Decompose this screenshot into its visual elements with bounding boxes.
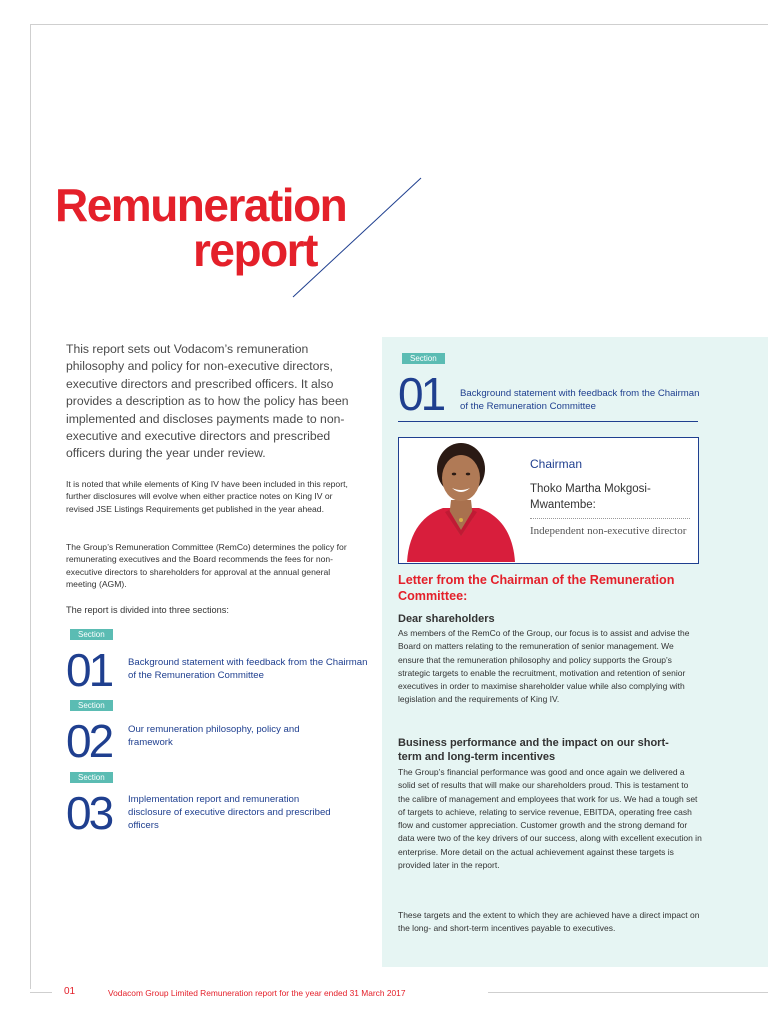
king-iv-note: It is noted that while elements of King IV have been included in this report, further disclosures will evolve when either practice notes on King IV or revised JSE Listings Requirements get published in the year ahead. [66, 479, 348, 514]
footer-text: Vodacom Group Limited Remuneration report for the year ended 31 March 2017 [108, 988, 406, 998]
section-tag-03: Section [70, 772, 113, 783]
section-text-02[interactable]: Our remuneration philosophy, policy and framework [128, 724, 300, 749]
sections-intro: The report is divided into three sections: [66, 605, 229, 615]
panel-section-number: 01 [398, 368, 444, 420]
letter-paragraph-2: The Group’s financial performance was good and once again we delivered a solid set of results that will make our shareholders proud. This is testament to the calibre of management and employees that work for us. We had a tough set of targets to achieve, relating to service revenue, EBITDA, operating free cash flow and customer appreciation. Customer growth and the strong demand for data were two of the key drivers of our success, along with excellent execution in enterprise. More detail on the actual achievement against these targets is provided later in the report. [398, 767, 702, 871]
section-tag-01: Section [70, 629, 113, 640]
footer-page-number: 01 [64, 986, 76, 997]
section-number-03: 03 [66, 787, 112, 839]
intro-paragraph: This report sets out Vodacom’s remuneration philosophy and policy for non-executive directors, executive directors and prescribed officers. It also provides a description as to how the policy has been implemented and discloses payments made to non-executive and executive directors and prescribed officers during the year under review. [66, 342, 349, 461]
section-number-01: 01 [66, 644, 112, 696]
remco-note: The Group’s Remuneration Committee (RemCo) determines the policy for remunerating executives and the Board recommends the fees for non-executive directors to shareholders for approval at the annual general meeting (AGM). [66, 542, 347, 590]
letter-title: Letter from the Chairman of the Remuneration Committee: [398, 573, 675, 604]
panel-section-tag: Section [402, 353, 445, 364]
section-tag-02: Section [70, 700, 113, 711]
letter-paragraph-1: As members of the RemCo of the Group, our focus is to assist and advise the Board on matters relating to the remuneration of senior management. We ensure that the remuneration philosophy and policy supports the Group’s strategic targets to enable the recruitment, motivation and retention of senior executives in order to maximise shareholder value while also complying with legislation and the requirements of King IV. [398, 628, 690, 705]
panel-section-heading: Background statement with feedback from the Chairman of the Remuneration Committee [460, 388, 700, 413]
letter-paragraph-3: These targets and the extent to which they are achieved have a direct impact on the long- and short-term incentives payable to executives. [398, 910, 700, 934]
chairman-name: Thoko Martha Mokgosi-Mwantembe: [530, 483, 651, 511]
section-text-01[interactable]: Background statement with feedback from the Chairman of the Remuneration Committee [128, 657, 368, 682]
chairman-description: Independent non-executive director [530, 525, 687, 537]
footer-rule-right [488, 992, 768, 993]
performance-subheading: Business performance and the impact on our short-term and long-term incentives [398, 737, 669, 764]
section-number-02: 02 [66, 715, 112, 767]
chairman-role: Chairman [530, 457, 583, 471]
chairman-portrait [399, 438, 523, 562]
panel-divider [398, 421, 698, 422]
section-text-03[interactable]: Implementation report and remuneration disclosure of executive directors and prescribed officers [128, 794, 331, 832]
chairman-divider [530, 518, 690, 519]
salutation: Dear shareholders [398, 613, 495, 625]
page-title-line1: Remuneration [55, 179, 347, 231]
footer-rule-left [30, 992, 52, 993]
page-title-line2: report [193, 224, 317, 276]
